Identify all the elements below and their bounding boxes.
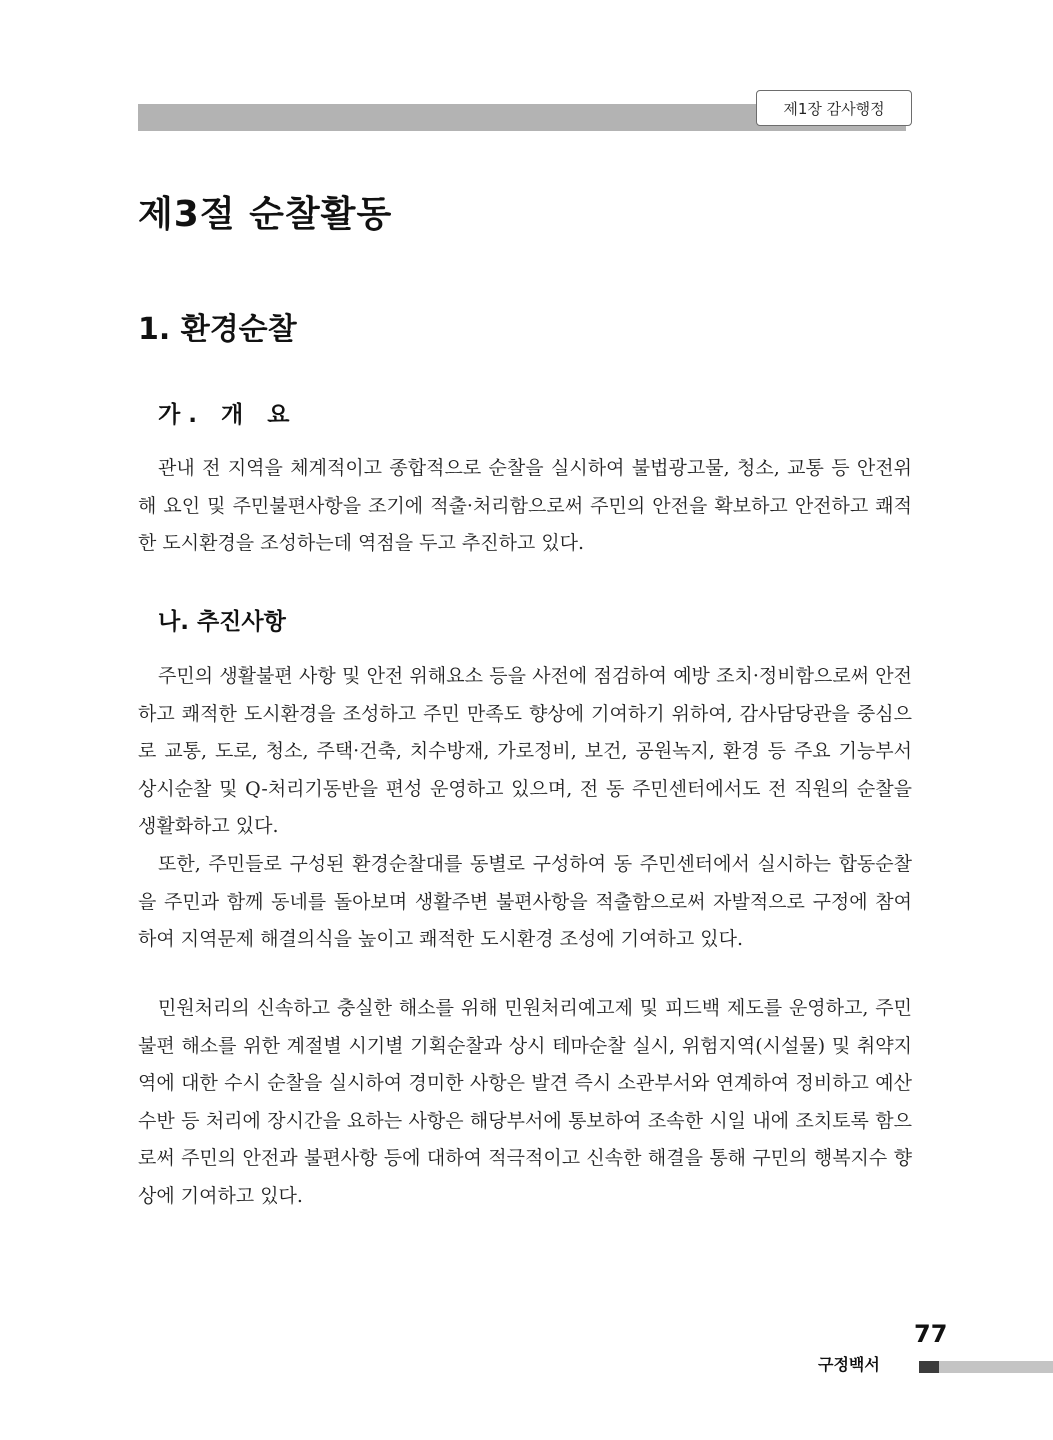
footer-bar-dark	[919, 1361, 939, 1373]
paragraph-overview: 관내 전 지역을 체계적이고 종합적으로 순찰을 실시하여 불법광고물, 청소, 교통 등 안전위해 요인 및 주민불편사항을 조기에 적출·처리함으로써 주민의 안전을 확보하고 안전하고 쾌적한 도시환경을 조성하는데 역점을 두고 추진하고 있다.	[138, 457, 912, 554]
paragraph-progress-1: 주민의 생활불편 사항 및 안전 위해요소 등을 사전에 점검하여 예방 조치·정비함으로써 안전하고 쾌적한 도시환경을 조성하고 주민 만족도 향상에 기여하기 위하여, 감사담당관을 중심으로 교통, 도로, 청소, 주택·건축, 치수방재, 가로정비, 보건, 공원녹지, 환경 등 주요 기능부서 상시순찰 및 Q-처리기동반을 편성 운영하고 있으며, 전 동 주민센터에서도 전 직원의 순찰을 생활화하고 있다.	[138, 665, 912, 837]
heading-overview: 가. 개 요	[158, 402, 298, 428]
book-title: 구정백서	[818, 1355, 880, 1374]
subsection-title: 1. 환경순찰	[138, 312, 297, 347]
page-number: 77	[914, 1320, 948, 1348]
footer-bar-light	[939, 1361, 1053, 1373]
paragraph-progress-2: 또한, 주민들로 구성된 환경순찰대를 동별로 구성하여 동 주민센터에서 실시하는 합동순찰을 주민과 함께 동네를 돌아보며 생활주변 불편사항을 적출함으로써 자발적으로 구정에 참여하여 지역문제 해결의식을 높이고 쾌적한 도시환경 조성에 기여하고 있다.	[138, 853, 912, 950]
paragraph-progress-3: 민원처리의 신속하고 충실한 해소를 위해 민원처리예고제 및 피드백 제도를 운영하고, 주민불편 해소를 위한 계절별 시기별 기획순찰과 상시 테마순찰 실시, 위험지역(시설물) 및 취약지역에 대한 수시 순찰을 실시하여 경미한 사항은 발견 즉시 소관부서와 연계하여 정비하고 예산 수반 등 처리에 장시간을 요하는 사항은 해당부서에 통보하여 조속한 시일 내에 조치토록 함으로써 주민의 안전과 불편사항 등에 대하여 적극적이고 신속한 해결을 통해 구민의 행복지수 향상에 기여하고 있다.	[138, 997, 912, 1207]
section-title: 제3절 순찰활동	[138, 194, 393, 235]
heading-progress: 나. 추진사항	[158, 609, 286, 635]
chapter-label: 제1장 감사행정	[756, 90, 912, 126]
